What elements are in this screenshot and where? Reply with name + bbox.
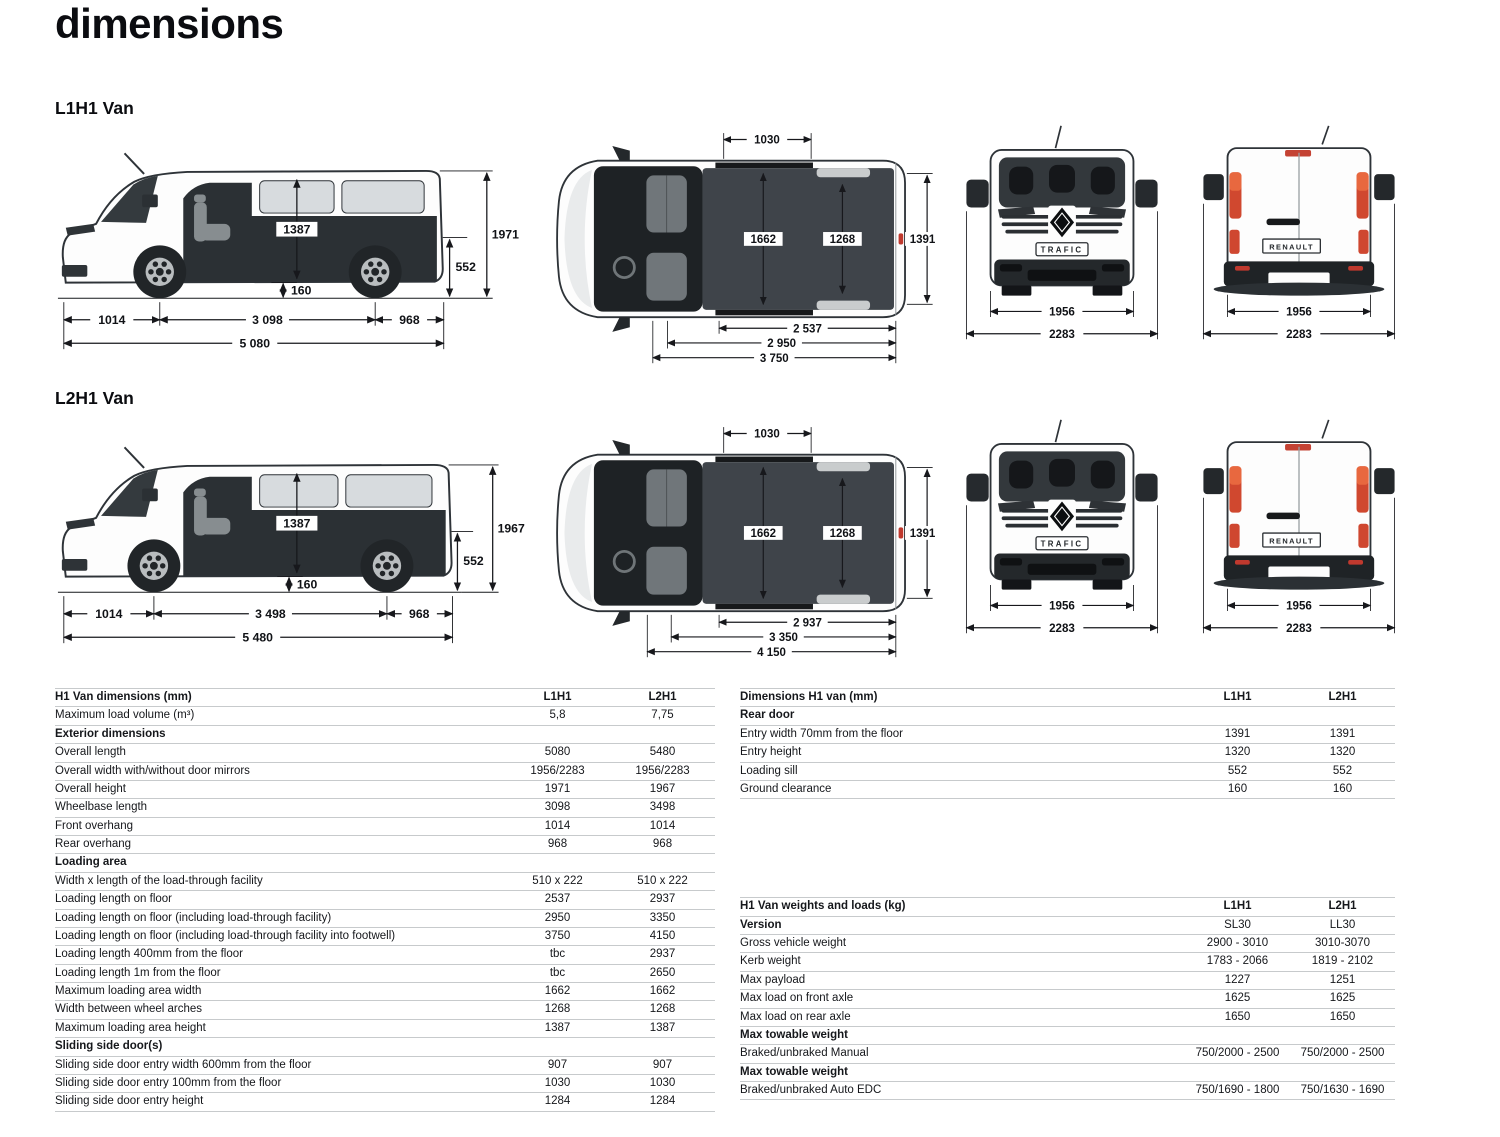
row-label: Width between wheel arches bbox=[55, 1001, 505, 1019]
table-row bbox=[740, 744, 1395, 762]
row-label: Maximum load volume (m³) bbox=[55, 707, 505, 725]
value-l1h1: 3098 bbox=[505, 799, 610, 817]
dim-rear-overhang: 968 bbox=[409, 607, 430, 622]
value-l2h1: 3010-3070 bbox=[1290, 935, 1395, 953]
value-l1h1: 750/2000 - 2500 bbox=[1185, 1045, 1290, 1063]
table-row bbox=[55, 1093, 715, 1111]
table-row bbox=[55, 909, 715, 927]
table-section-row bbox=[740, 1026, 1395, 1044]
table-section-row bbox=[740, 707, 1395, 725]
table-row bbox=[55, 872, 715, 890]
wheel-arch bbox=[817, 301, 870, 310]
row-label: Max load on rear axle bbox=[740, 1008, 1185, 1026]
dim-mirror-width: 2283 bbox=[1286, 327, 1312, 341]
van-body-front bbox=[966, 420, 1157, 590]
headrest bbox=[1009, 461, 1033, 489]
headrest bbox=[1090, 167, 1114, 195]
row-label: Front overhang bbox=[55, 817, 505, 835]
value-l2h1: 1391 bbox=[1290, 725, 1395, 743]
dim-wheelbase: 3 098 bbox=[252, 313, 283, 328]
table-row bbox=[55, 780, 715, 798]
row-label: Version bbox=[740, 916, 1185, 934]
wheel bbox=[1092, 579, 1122, 589]
table-title: H1 Van dimensions (mm) bbox=[55, 689, 505, 707]
l2h1-front-view bbox=[946, 416, 1178, 639]
table-row bbox=[55, 836, 715, 854]
mirror-right bbox=[1135, 180, 1157, 208]
lower-light-left bbox=[1229, 230, 1239, 254]
trafic-badge-text: TRAFIC bbox=[1040, 539, 1084, 549]
table-row bbox=[55, 817, 715, 835]
l2h1-rear-view bbox=[1183, 416, 1415, 639]
row-label: Maximum loading area height bbox=[55, 1019, 505, 1037]
value-l1h1: 968 bbox=[505, 836, 610, 854]
value-l2h1: 3498 bbox=[610, 799, 715, 817]
table-row bbox=[55, 964, 715, 982]
col-header-l1h1: L1H1 bbox=[505, 689, 610, 707]
row-label: Overall width with/without door mirrors bbox=[55, 762, 505, 780]
driver-seat bbox=[647, 547, 688, 595]
value-l2h1: 907 bbox=[610, 1056, 715, 1074]
reflector bbox=[1235, 560, 1250, 565]
rear-door-dimensions-table bbox=[740, 688, 1395, 799]
ground-shadow bbox=[1214, 283, 1385, 296]
dim-mirror-width: 2283 bbox=[1048, 327, 1075, 341]
wheel-arch bbox=[817, 462, 870, 471]
lower-light-right bbox=[1358, 524, 1368, 548]
door-sill bbox=[716, 163, 814, 169]
row-label: Entry height bbox=[740, 744, 1185, 762]
table-row bbox=[55, 1074, 715, 1092]
value-l1h1: 552 bbox=[1185, 762, 1290, 780]
row-label: Overall height bbox=[55, 780, 505, 798]
door-sill bbox=[716, 457, 814, 463]
table-row bbox=[740, 1082, 1395, 1100]
row-label: Ground clearance bbox=[740, 780, 1185, 798]
l1h1-side-view bbox=[50, 122, 530, 357]
dim-wheelbase: 3 498 bbox=[255, 607, 286, 622]
mirror-left bbox=[1203, 468, 1223, 494]
value-l2h1: 1650 bbox=[1290, 1008, 1395, 1026]
l2h1-top-view bbox=[535, 416, 940, 660]
table-row bbox=[740, 935, 1395, 953]
value-l1h1: 5080 bbox=[505, 744, 610, 762]
l1h1-front-view bbox=[946, 122, 1178, 345]
dim-body-width: 1956 bbox=[1286, 599, 1312, 613]
value-l2h1: 1030 bbox=[610, 1074, 715, 1092]
renault-badge-text: RENAULT bbox=[1269, 536, 1314, 546]
table-row bbox=[55, 762, 715, 780]
reflector bbox=[1348, 560, 1363, 565]
wheel bbox=[1001, 285, 1031, 295]
value-l2h1: 1625 bbox=[1290, 990, 1395, 1008]
dim-max-load-width: 1662 bbox=[750, 528, 777, 541]
rear-wheel bbox=[361, 539, 414, 592]
row-label: Sliding side door entry height bbox=[55, 1093, 505, 1111]
door-handle bbox=[1267, 513, 1300, 519]
value-l2h1: 750/2000 - 2500 bbox=[1290, 1045, 1395, 1063]
value-l1h1: tbc bbox=[505, 964, 610, 982]
value-l2h1: LL30 bbox=[1290, 916, 1395, 934]
row-label: Width x length of the load-through facility bbox=[55, 872, 505, 890]
value-l1h1: 3750 bbox=[505, 927, 610, 945]
dim-front-overhang: 1014 bbox=[98, 313, 126, 328]
value-l1h1: 2900 - 3010 bbox=[1185, 935, 1290, 953]
table-section-row bbox=[55, 1038, 715, 1056]
value-l1h1: 1971 bbox=[505, 780, 610, 798]
value-l1h1: 1014 bbox=[505, 817, 610, 835]
dim-mirror-width: 2283 bbox=[1048, 621, 1075, 635]
value-l1h1: 1662 bbox=[505, 983, 610, 1001]
section-label: Loading area bbox=[55, 854, 715, 872]
headrest bbox=[1049, 165, 1075, 193]
dim-door-entry-width: 1030 bbox=[754, 134, 781, 147]
right-table-column bbox=[740, 688, 1395, 1100]
dim-load-floor: 2 537 bbox=[793, 323, 823, 336]
cargo-floor bbox=[703, 168, 894, 310]
dim-interior-height: 1387 bbox=[283, 222, 311, 237]
dim-max-load-width: 1662 bbox=[750, 234, 777, 247]
dim-rear-overhang: 968 bbox=[399, 313, 420, 328]
table-row bbox=[55, 891, 715, 909]
row-label: Max load on front axle bbox=[740, 990, 1185, 1008]
table-title: H1 Van weights and loads (kg) bbox=[740, 898, 1185, 916]
mirror-left bbox=[613, 146, 630, 161]
l2h1-side-view bbox=[50, 416, 530, 651]
value-l2h1: 1284 bbox=[610, 1093, 715, 1111]
page-title: dimensions bbox=[55, 0, 284, 47]
value-l2h1: 750/1630 - 1690 bbox=[1290, 1082, 1395, 1100]
value-l1h1: 1284 bbox=[505, 1093, 610, 1111]
table-section-row bbox=[55, 725, 715, 743]
value-l1h1: 1650 bbox=[1185, 1008, 1290, 1026]
value-l2h1: 968 bbox=[610, 836, 715, 854]
dim-ground-clearance: 160 bbox=[296, 577, 318, 592]
l1h1-rear-view bbox=[1183, 122, 1415, 345]
value-l1h1: 5,8 bbox=[505, 707, 610, 725]
col-header-l2h1: L2H1 bbox=[1290, 898, 1395, 916]
dim-load-floor: 2 937 bbox=[793, 617, 823, 630]
row-label: Max payload bbox=[740, 971, 1185, 989]
value-l2h1: 7,75 bbox=[610, 707, 715, 725]
lower-light-left bbox=[1229, 524, 1239, 548]
door-handle bbox=[1267, 219, 1300, 225]
table-row bbox=[55, 983, 715, 1001]
antenna bbox=[1322, 126, 1328, 145]
spec-tables bbox=[55, 688, 1395, 1112]
table-row bbox=[740, 762, 1395, 780]
table-header-row bbox=[740, 689, 1395, 707]
left-table-column bbox=[55, 688, 715, 1112]
dim-arch-width: 1268 bbox=[829, 528, 856, 541]
dim-overall-length: 5 480 bbox=[242, 630, 273, 645]
value-l1h1: 160 bbox=[1185, 780, 1290, 798]
value-l2h1: 1662 bbox=[610, 983, 715, 1001]
row-label: Rear overhang bbox=[55, 836, 505, 854]
col-header-l2h1: L2H1 bbox=[1290, 689, 1395, 707]
value-l1h1: 1625 bbox=[1185, 990, 1290, 1008]
table-row bbox=[740, 971, 1395, 989]
table-header-row bbox=[740, 898, 1395, 916]
table-row bbox=[55, 744, 715, 762]
row-label: Kerb weight bbox=[740, 953, 1185, 971]
dim-door-entry-width: 1030 bbox=[754, 428, 781, 441]
value-l2h1: 510 x 222 bbox=[610, 872, 715, 890]
reflector bbox=[1235, 266, 1250, 271]
dim-rear-entry-width: 1391 bbox=[910, 528, 936, 541]
dim-overall-height: 1967 bbox=[497, 521, 525, 536]
row-label: Loading sill bbox=[740, 762, 1185, 780]
row-label: Loading length on floor (including load-through facility) bbox=[55, 909, 505, 927]
antenna bbox=[1055, 420, 1061, 442]
section-label: Max towable weight bbox=[740, 1026, 1395, 1044]
value-l1h1: 510 x 222 bbox=[505, 872, 610, 890]
reflector bbox=[1348, 266, 1363, 271]
front-wheel bbox=[133, 245, 186, 298]
mirror-left bbox=[966, 474, 988, 502]
table-row bbox=[55, 1019, 715, 1037]
value-l1h1: 1227 bbox=[1185, 971, 1290, 989]
rear-door-handle bbox=[899, 233, 904, 244]
value-l2h1: 1967 bbox=[610, 780, 715, 798]
row-label: Gross vehicle weight bbox=[740, 935, 1185, 953]
mirror bbox=[142, 194, 158, 207]
value-l1h1: 750/1690 - 1800 bbox=[1185, 1082, 1290, 1100]
trafic-badge-text: TRAFIC bbox=[1040, 245, 1084, 255]
value-l1h1: 2950 bbox=[505, 909, 610, 927]
dim-overall-height: 1971 bbox=[491, 227, 519, 242]
dim-interior-height: 1387 bbox=[283, 516, 311, 531]
value-l2h1: 2650 bbox=[610, 964, 715, 982]
dim-loading-sill: 552 bbox=[455, 259, 476, 274]
dim-rear-entry-width: 1391 bbox=[910, 234, 936, 247]
row-label: Loading length on floor bbox=[55, 891, 505, 909]
door-sill bbox=[716, 310, 814, 316]
row-label: Loading length on floor (including load-through facility into footwell) bbox=[55, 927, 505, 945]
dim-body-width: 1956 bbox=[1048, 305, 1075, 319]
row-label: Wheelbase length bbox=[55, 799, 505, 817]
weights-and-loads-table bbox=[740, 897, 1395, 1100]
renault-badge-text: RENAULT bbox=[1269, 242, 1314, 252]
dim-ground-clearance: 160 bbox=[290, 283, 312, 298]
table-row bbox=[740, 916, 1395, 934]
cargo-floor bbox=[703, 462, 894, 604]
rear-quarter-window bbox=[342, 181, 424, 213]
table-section-row bbox=[740, 1063, 1395, 1081]
door-sill bbox=[716, 604, 814, 610]
table-row bbox=[55, 707, 715, 725]
ground-shadow bbox=[1214, 577, 1385, 590]
mirror-left bbox=[1203, 174, 1223, 200]
value-l1h1: 1320 bbox=[1185, 744, 1290, 762]
brake-light bbox=[1285, 150, 1311, 156]
van-body-side bbox=[62, 153, 443, 298]
value-l1h1: 2537 bbox=[505, 891, 610, 909]
value-l2h1: 2937 bbox=[610, 946, 715, 964]
col-header-l1h1: L1H1 bbox=[1185, 898, 1290, 916]
dim-loading-sill: 552 bbox=[463, 553, 484, 568]
mirror-right bbox=[613, 611, 630, 626]
value-l1h1: 1391 bbox=[1185, 725, 1290, 743]
value-l2h1: 4150 bbox=[610, 927, 715, 945]
van-body-rear bbox=[1203, 420, 1394, 590]
value-l1h1: 1783 - 2066 bbox=[1185, 953, 1290, 971]
l1h1-top-view bbox=[535, 122, 940, 366]
antenna bbox=[1055, 126, 1061, 148]
mirror-right bbox=[613, 317, 630, 332]
value-l1h1: 1030 bbox=[505, 1074, 610, 1092]
value-l2h1: 3350 bbox=[610, 909, 715, 927]
table-header-row bbox=[55, 689, 715, 707]
front-wheel bbox=[127, 539, 180, 592]
l1h1-drawings-row bbox=[50, 122, 1415, 366]
dim-mirror-width: 2283 bbox=[1286, 621, 1312, 635]
l2h1-drawings-row bbox=[50, 416, 1415, 660]
value-l2h1: 2937 bbox=[610, 891, 715, 909]
rear-door-handle bbox=[899, 527, 904, 538]
rear-quarter-window bbox=[346, 475, 432, 507]
headrest bbox=[1090, 461, 1114, 489]
antenna bbox=[1322, 420, 1328, 439]
dim-load-through: 3 350 bbox=[769, 632, 799, 645]
row-label: Overall length bbox=[55, 744, 505, 762]
dim-body-width: 1956 bbox=[1286, 305, 1312, 319]
section-label: Exterior dimensions bbox=[55, 725, 715, 743]
front-bumper bbox=[62, 265, 87, 277]
table-row bbox=[55, 927, 715, 945]
table-row bbox=[55, 946, 715, 964]
mirror-right bbox=[1374, 468, 1394, 494]
value-l2h1: 5480 bbox=[610, 744, 715, 762]
value-l2h1: 1268 bbox=[610, 1001, 715, 1019]
row-label: Braked/unbraked Manual bbox=[740, 1045, 1185, 1063]
value-l2h1: 1320 bbox=[1290, 744, 1395, 762]
section-label: Max towable weight bbox=[740, 1063, 1395, 1081]
table-title: Dimensions H1 van (mm) bbox=[740, 689, 1185, 707]
dim-arch-width: 1268 bbox=[829, 234, 856, 247]
headrest bbox=[1049, 459, 1075, 487]
wheel bbox=[1001, 579, 1031, 589]
table-row bbox=[740, 953, 1395, 971]
table-row bbox=[55, 799, 715, 817]
table-row bbox=[740, 725, 1395, 743]
l2h1-heading: L2H1 Van bbox=[55, 388, 134, 408]
value-l2h1: 552 bbox=[1290, 762, 1395, 780]
value-l1h1: 1387 bbox=[505, 1019, 610, 1037]
value-l2h1: 1819 - 2102 bbox=[1290, 953, 1395, 971]
table-row bbox=[55, 1001, 715, 1019]
wheel bbox=[1092, 285, 1122, 295]
table-row bbox=[55, 1056, 715, 1074]
value-l2h1: 1387 bbox=[610, 1019, 715, 1037]
h1-van-dimensions-table bbox=[55, 688, 715, 1112]
row-label: Entry width 70mm from the floor bbox=[740, 725, 1185, 743]
dim-front-overhang: 1014 bbox=[95, 607, 123, 622]
mirror bbox=[142, 488, 158, 501]
wheel-arch bbox=[817, 168, 870, 177]
table-row bbox=[740, 1008, 1395, 1026]
van-body-side bbox=[62, 447, 452, 592]
section-label: Sliding side door(s) bbox=[55, 1038, 715, 1056]
side-window bbox=[260, 475, 338, 507]
dim-overall-length: 5 080 bbox=[239, 336, 271, 351]
dim-load-through: 2 950 bbox=[767, 338, 797, 351]
van-body-front bbox=[966, 126, 1157, 296]
value-l1h1: SL30 bbox=[1185, 916, 1290, 934]
row-label: Sliding side door entry 100mm from the floor bbox=[55, 1074, 505, 1092]
mirror-right bbox=[1374, 174, 1394, 200]
value-l1h1: tbc bbox=[505, 946, 610, 964]
value-l2h1: 1956/2283 bbox=[610, 762, 715, 780]
table-row bbox=[740, 780, 1395, 798]
section-label: Rear door bbox=[740, 707, 1395, 725]
brake-light bbox=[1285, 444, 1311, 450]
table-gap bbox=[740, 799, 1395, 897]
table-section-row bbox=[55, 854, 715, 872]
rear-wheel bbox=[349, 245, 402, 298]
value-l1h1: 1268 bbox=[505, 1001, 610, 1019]
col-header-l2h1: L2H1 bbox=[610, 689, 715, 707]
lower-light-right bbox=[1358, 230, 1368, 254]
l1h1-heading: L1H1 Van bbox=[55, 98, 134, 118]
wheel-arch bbox=[817, 595, 870, 604]
mirror-right bbox=[1135, 474, 1157, 502]
row-label: Braked/unbraked Auto EDC bbox=[740, 1082, 1185, 1100]
value-l2h1: 1251 bbox=[1290, 971, 1395, 989]
col-header-l1h1: L1H1 bbox=[1185, 689, 1290, 707]
dim-load-footwell: 4 150 bbox=[757, 646, 787, 659]
value-l2h1: 160 bbox=[1290, 780, 1395, 798]
headrest bbox=[1009, 167, 1033, 195]
mirror-left bbox=[966, 180, 988, 208]
value-l2h1: 1014 bbox=[610, 817, 715, 835]
value-l1h1: 907 bbox=[505, 1056, 610, 1074]
row-label: Loading length 400mm from the floor bbox=[55, 946, 505, 964]
row-label: Maximum loading area width bbox=[55, 983, 505, 1001]
table-row bbox=[740, 990, 1395, 1008]
driver-seat bbox=[647, 253, 688, 301]
value-l1h1: 1956/2283 bbox=[505, 762, 610, 780]
antenna bbox=[125, 447, 145, 468]
mirror-left bbox=[613, 440, 630, 455]
row-label: Sliding side door entry width 600mm from the floor bbox=[55, 1056, 505, 1074]
antenna bbox=[125, 153, 145, 174]
dim-body-width: 1956 bbox=[1048, 599, 1075, 613]
van-body-rear bbox=[1203, 126, 1394, 296]
front-bumper bbox=[62, 559, 87, 571]
row-label: Loading length 1m from the floor bbox=[55, 964, 505, 982]
table-row bbox=[740, 1045, 1395, 1063]
dim-load-footwell: 3 750 bbox=[760, 352, 790, 365]
